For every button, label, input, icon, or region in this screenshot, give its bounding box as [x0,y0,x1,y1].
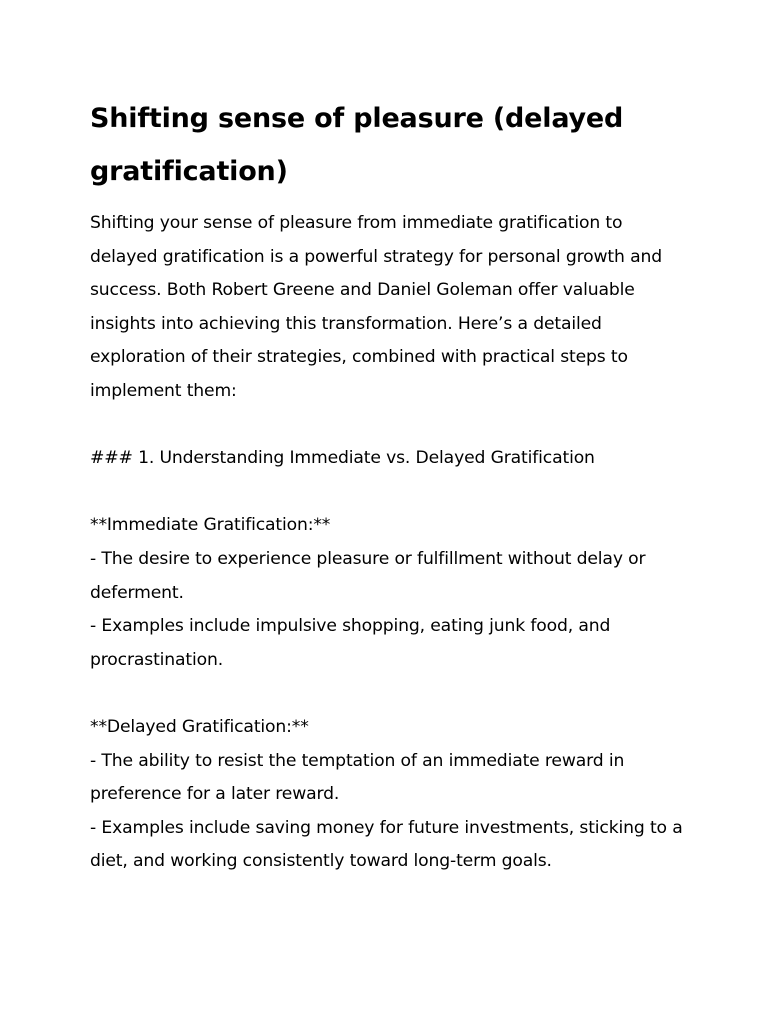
paragraph-spacer [90,409,690,443]
delayed-gratification-point: - The ability to resist the temptation of an immediate reward in preference for a later reward. [90,750,625,805]
delayed-gratification-point: - Examples include saving money for future investments, sticking to a diet, and working consistently toward long-term goals. [90,817,683,872]
paragraph-spacer [90,677,690,711]
immediate-gratification-label: **Immediate Gratification:** [90,515,331,536]
delayed-gratification-label: **Delayed Gratification:** [90,716,309,737]
immediate-gratification-point: - Examples include impulsive shopping, eating junk food, and procrastination. [90,616,611,670]
section-heading: ### 1. Understanding Immediate vs. Delayed Gratification [90,448,595,469]
immediate-gratification-point: - The desire to experience pleasure or fulfillment without delay or deferment. [90,548,646,603]
intro-paragraph: Shifting your sense of pleasure from immediate gratification to delayed gratification is a powerful strategy for personal growth and success. Both Robert Greene and Daniel Goleman offer valuable insights into achieving this transformation. Here’s a detailed exploration of their strategies, combined with practical steps to implement them: [90,213,662,401]
document-content [90,92,690,879]
paragraph-spacer [90,476,690,510]
page-title: Shifting sense of pleasure (delayed gratification) [90,103,624,187]
